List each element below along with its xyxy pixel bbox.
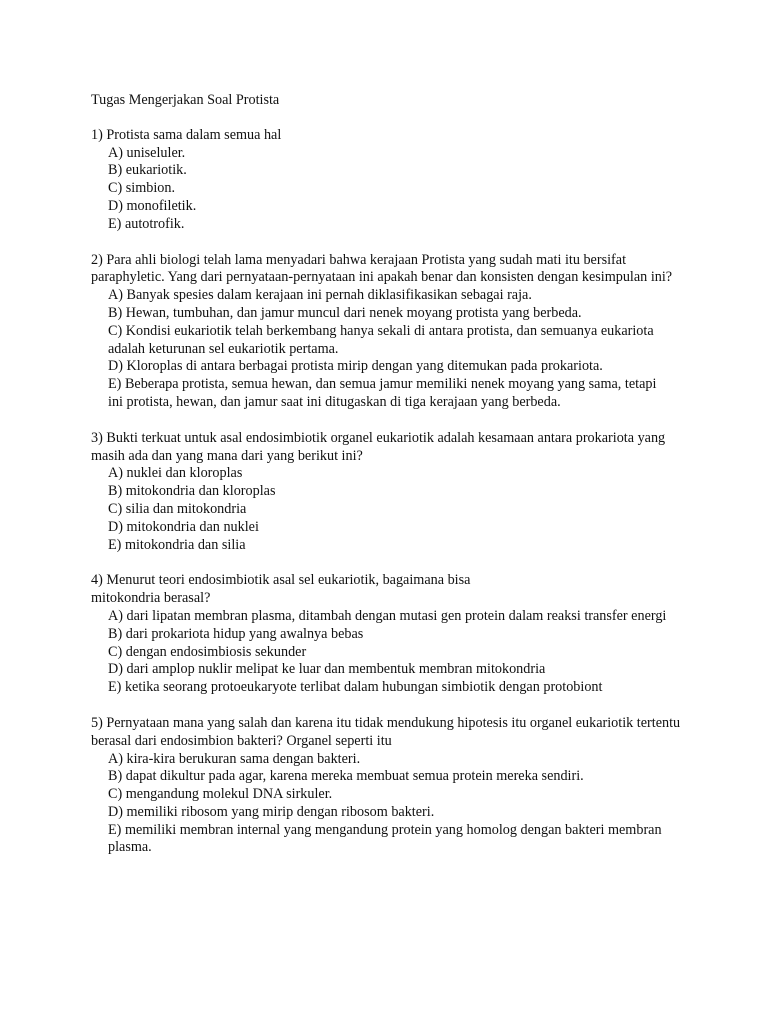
answer-option: B) Hewan, tumbuhan, dan jamur muncul dari nenek moyang protista yang berbeda. [108, 304, 582, 321]
answer-option: C) mengandung molekul DNA sirkuler. [108, 786, 333, 803]
answer-options [91, 287, 708, 412]
answer-option: C) dengan endosimbiosis sekunder [108, 643, 307, 660]
answer-option: A) Banyak spesies dalam kerajaan ini pernah diklasifikasikan sebagai raja. [108, 287, 532, 304]
answer-option: E) ketika seorang protoeukaryote terlibat dalam hubungan simbiotik dengan protobiont [108, 679, 603, 696]
document-title: Tugas Mengerjakan Soal Protista [91, 92, 280, 108]
question-2 [91, 252, 708, 412]
answer-option: E) Beberapa protista, semua hewan, dan semua jamur memiliki nenek moyang yang sama, tetapi ini protista, hewan, dan jamur saat ini ditugaskan di tiga kerajaan yang berbeda. [108, 376, 657, 410]
answer-option: A) nuklei dan kloroplas [108, 465, 243, 482]
answer-option: A) dari lipatan membran plasma, ditambah dengan mutasi gen protein dalam reaksi transfer energi [108, 607, 667, 624]
answer-option: D) Kloroplas di antara berbagai protista mirip dengan yang ditemukan pada prokariota. [108, 358, 603, 375]
question-stem: 4) Menurut teori endosimbiotik asal sel eukariotik, bagaimana bisa mitokondria berasal? [91, 572, 471, 607]
answer-option: D) memiliki ribosom yang mirip dengan ribosom bakteri. [108, 803, 435, 820]
answer-option: D) dari amplop nuklir melipat ke luar dan membentuk membran mitokondria [108, 661, 546, 678]
answer-option: C) silia dan mitokondria [108, 500, 247, 517]
answer-option: B) dapat dikultur pada agar, karena mereka membuat semua protein mereka sendiri. [108, 768, 584, 785]
answer-option: E) memiliki membran internal yang mengandung protein yang homolog dengan bakteri membran plasma. [108, 821, 662, 856]
answer-option: B) mitokondria dan kloroplas [108, 483, 276, 500]
question-stem: 1) Protista sama dalam semua hal [91, 126, 282, 143]
answer-option: E) autotrofik. [108, 215, 185, 232]
question-stem: 2) Para ahli biologi telah lama menyadari bahwa kerajaan Protista yang sudah mati itu bersifat paraphyletic. Yang dari pernyataan-pernyataan ini apakah benar dan konsisten dengan kesimpulan ini? [91, 251, 673, 286]
answer-option: A) kira-kira berukuran sama dengan bakteri. [108, 750, 361, 767]
answer-options [91, 145, 708, 234]
answer-option: A) uniseluler. [108, 144, 186, 161]
question-stem: 3) Bukti terkuat untuk asal endosimbiotik organel eukariotik adalah kesamaan antara prokariota yang masih ada dan yang mana dari yang berikut ini? [91, 429, 666, 464]
answer-option: D) mitokondria dan nuklei [108, 518, 259, 535]
answer-options [91, 465, 708, 554]
answer-options [91, 608, 708, 697]
answer-option: D) monofiletik. [108, 197, 197, 214]
question-stem: 5) Pernyataan mana yang salah dan karena itu tidak mendukung hipotesis itu organel eukariotik tertentu berasal dari endosimbion bakteri? Organel seperti itu [91, 714, 681, 749]
question-5 [91, 715, 708, 857]
question-1 [91, 127, 708, 234]
answer-options [91, 751, 708, 858]
question-4 [91, 572, 708, 697]
answer-option: E) mitokondria dan silia [108, 536, 246, 553]
answer-option: C) simbion. [108, 180, 176, 197]
answer-option: B) eukariotik. [108, 162, 187, 179]
answer-option: B) dari prokariota hidup yang awalnya bebas [108, 625, 364, 642]
question-3 [91, 430, 708, 555]
answer-option: C) Kondisi eukariotik telah berkembang hanya sekali di antara protista, dan semuanya eukariota adalah keturunan sel eukariotik pertama. [108, 322, 654, 357]
